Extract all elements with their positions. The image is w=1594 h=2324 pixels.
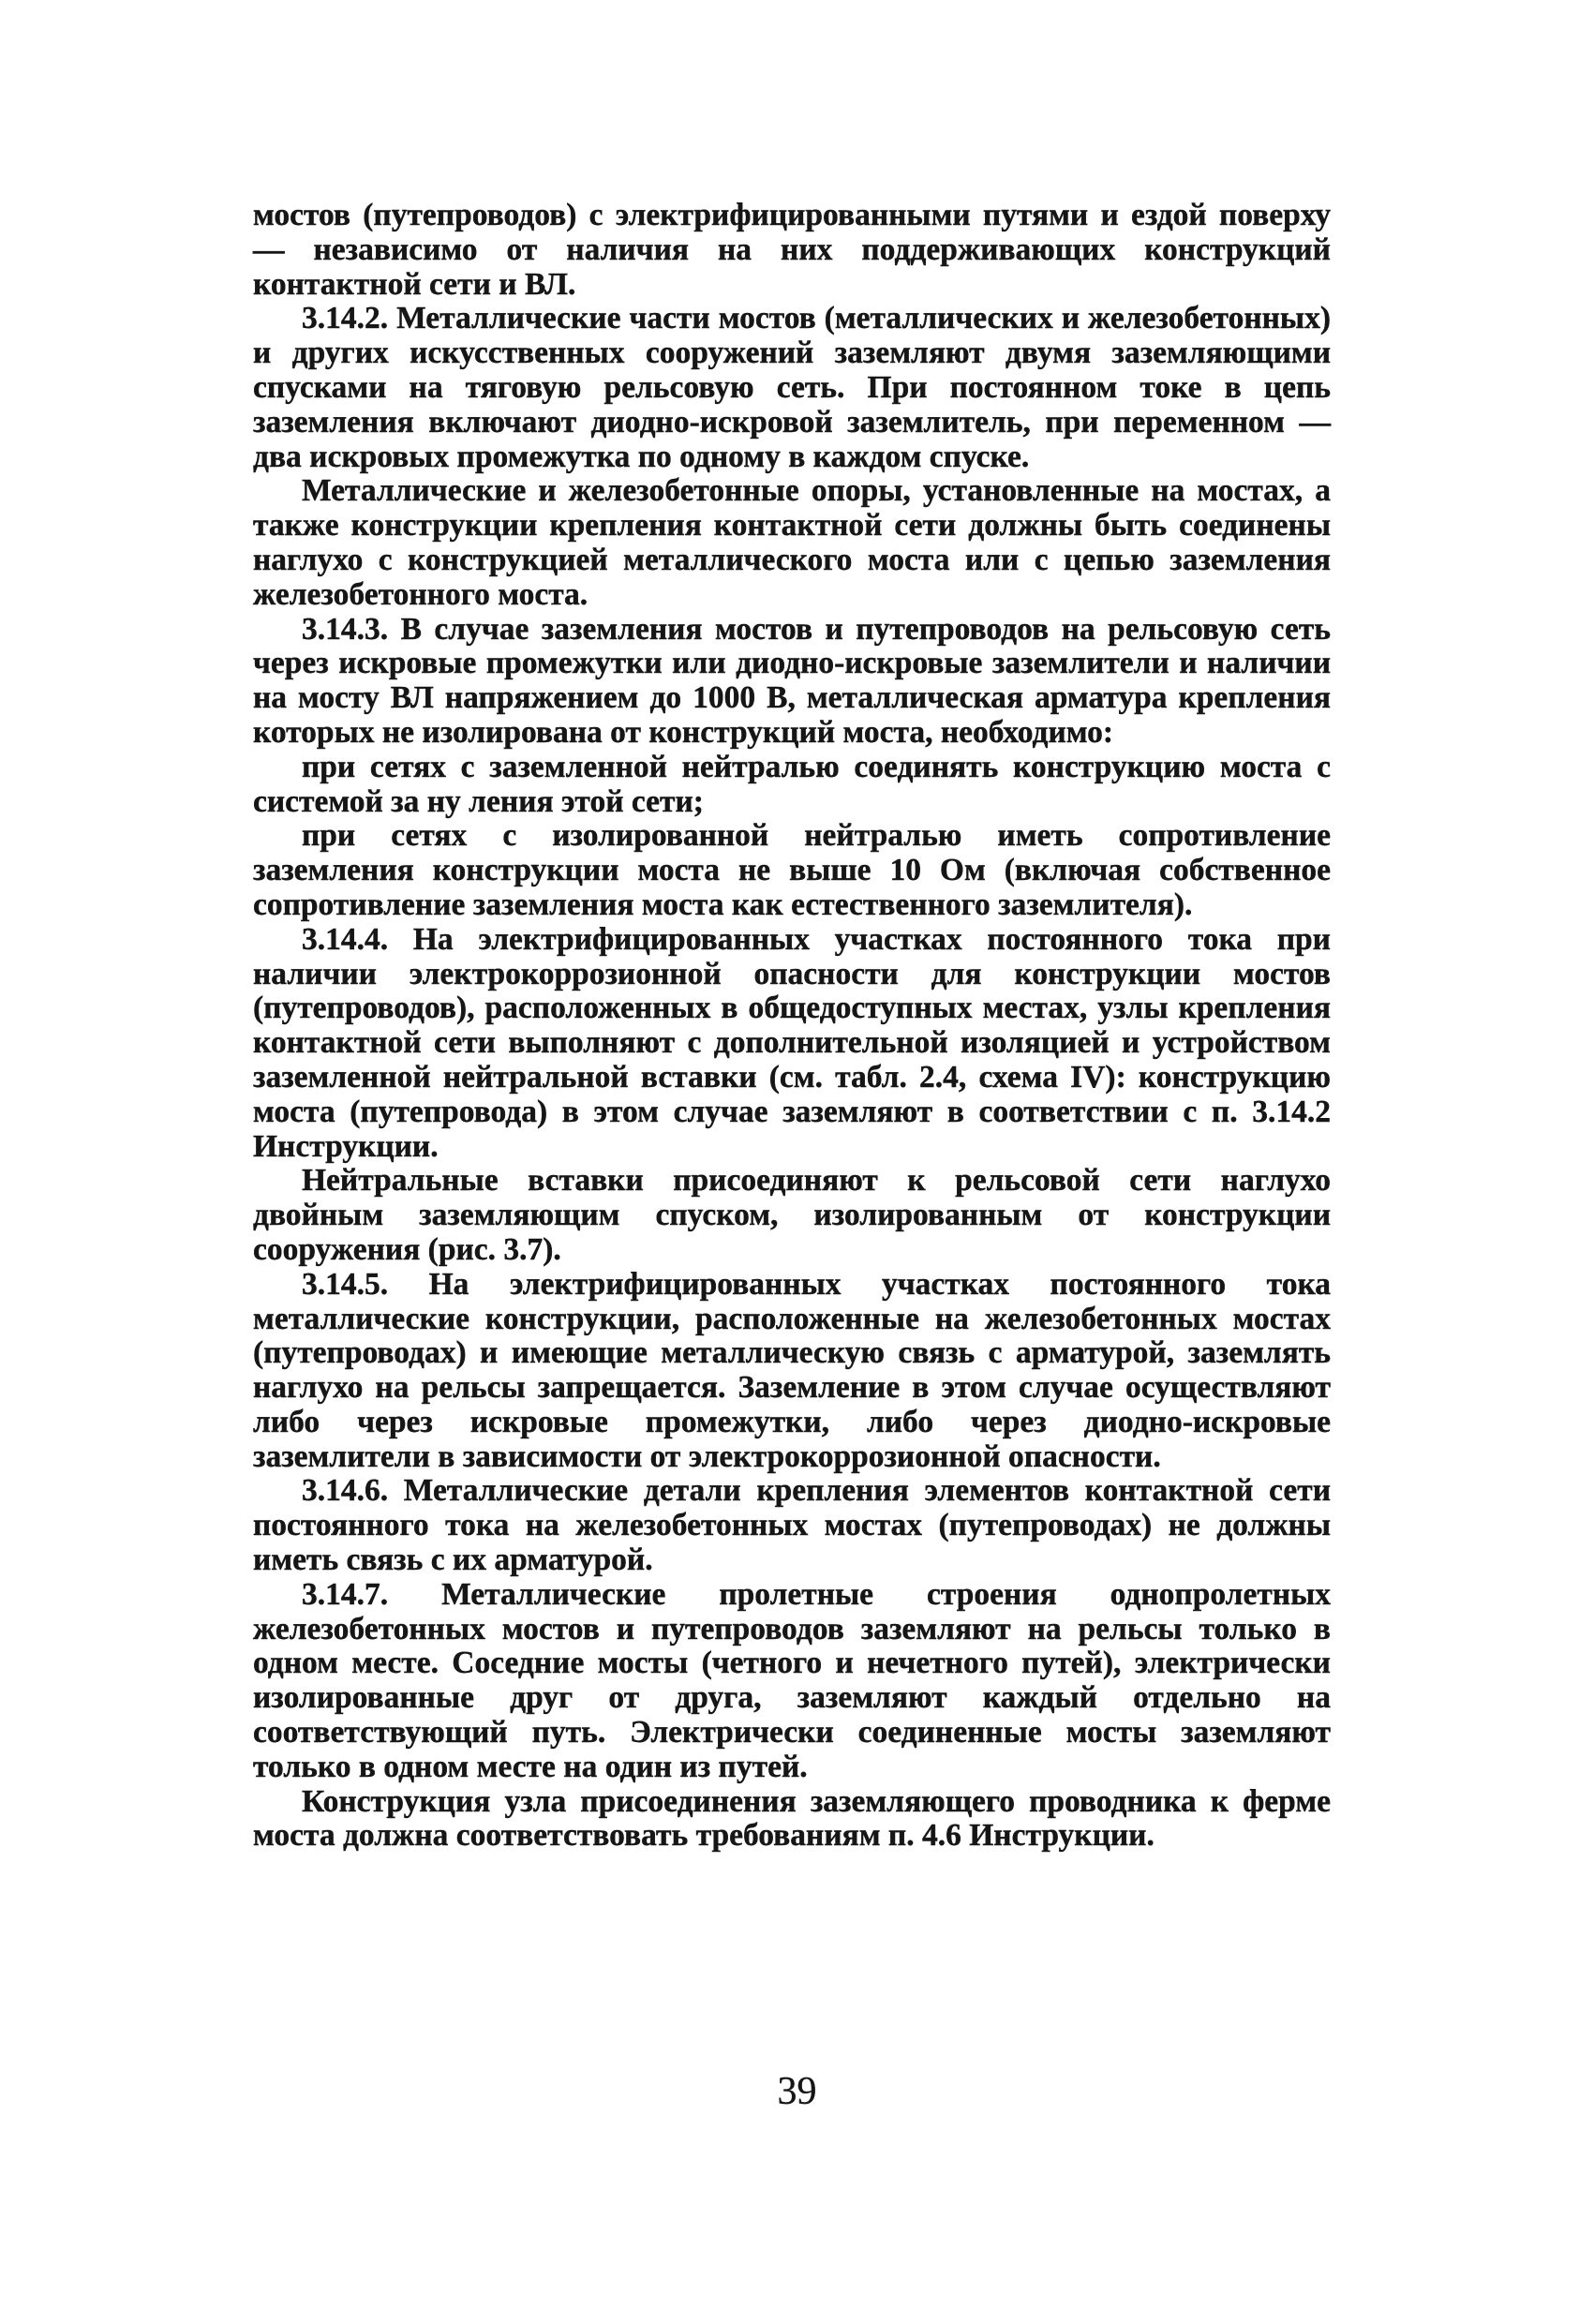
paragraph-supports: Металлические и железобетонные опоры, установленные на мостах, а также конструкции крепления контактной сети должны быть соединены наглухо с конструкцией металлического моста или с цепью заземления железобетонного моста.: [253, 473, 1331, 612]
body-text: [253, 199, 1331, 1854]
paragraph-3-14-5: 3.14.5. На электрифицированных участках постоянного тока металлические конструкции, расположенные на железобетонных мостах (путепроводах) и имеющие металлическую связь с арматурой, заземлять наглухо на рельсы запрещается. Заземление в этом случае осуществляют либо через искровые промежутки, либо через диодно-искровые заземлители в зависимости от электрокоррозионной опасности.: [253, 1266, 1331, 1474]
paragraph-continuation: мостов (путепроводов) с электрифицированными путями и ездой поверху — независимо от наличия на них поддерживающих конструкций контактной сети и ВЛ.: [253, 198, 1331, 302]
page-number: 39: [777, 2070, 817, 2113]
paragraph-conductor-assembly: Конструкция узла присоединения заземляющего проводника к ферме моста должна соответствовать требованиям п. 4.6 Инструкции.: [253, 1783, 1331, 1854]
paragraph-neutral-inserts: Нейтральные вставки присоединяют к рельсовой сети наглухо двойным заземляющим спуском, изолированным от конструкции сооружения (рис. 3.7).: [253, 1163, 1331, 1267]
paragraph-isolated-neutral: при сетях с изолированной нейтралью иметь сопротивление заземления конструкции моста не выше 10 Ом (включая собственное сопротивление заземления моста как естественного заземлителя).: [253, 818, 1331, 922]
paragraph-3-14-7: 3.14.7. Металлические пролетные строения однопролетных железобетонных мостов и путепроводов заземляют на рельсы только в одном месте. Соседние мосты (четного и нечетного путей), электрически изолированные друг от друга, заземляют каждый отдельно на соответствующий путь. Электрически соединенные мосты заземляют только в одном месте на один из путей.: [253, 1576, 1331, 1784]
paragraph-3-14-3: 3.14.3. В случае заземления мостов и путепроводов на рельсовую сеть через искровые промежутки или диодно-искровые заземлители и наличии на мосту ВЛ напряжением до 1000 В, металлическая арматура крепления которых не изолирована от конструкций моста, необходимо:: [253, 611, 1331, 750]
paragraph-grounded-neutral: при сетях с заземленной нейтралью соединять конструкцию моста с системой за ну ления этой сети;: [253, 749, 1331, 819]
paragraph-3-14-4: 3.14.4. На электрифицированных участках постоянного тока при наличии электрокоррозионной опасности для конструкции мостов (путепроводов), расположенных в общедоступных местах, узлы крепления контактной сети выполняют с дополнительной изоляцией и устройством заземленной нейтральной вставки (см. табл. 2.4, схема IV): конструкцию моста (путепровода) в этом случае заземляют в соответствии с п. 3.14.2 Инструкции.: [253, 921, 1331, 1164]
paragraph-3-14-2: 3.14.2. Металлические части мостов (металлических и железобетонных) и других искусственных сооружений заземляют двумя заземляющими спусками на тяговую рельсовую сеть. При постоянном токе в цепь заземления включают диодно-искровой заземлитель, при переменном — два искровых промежутка по одному в каждом спуске.: [253, 301, 1331, 474]
paragraph-3-14-6: 3.14.6. Металлические детали крепления элементов контактной сети постоянного тока на железобетонных мостах (путепроводах) не должны иметь связь с их арматурой.: [253, 1473, 1331, 1578]
